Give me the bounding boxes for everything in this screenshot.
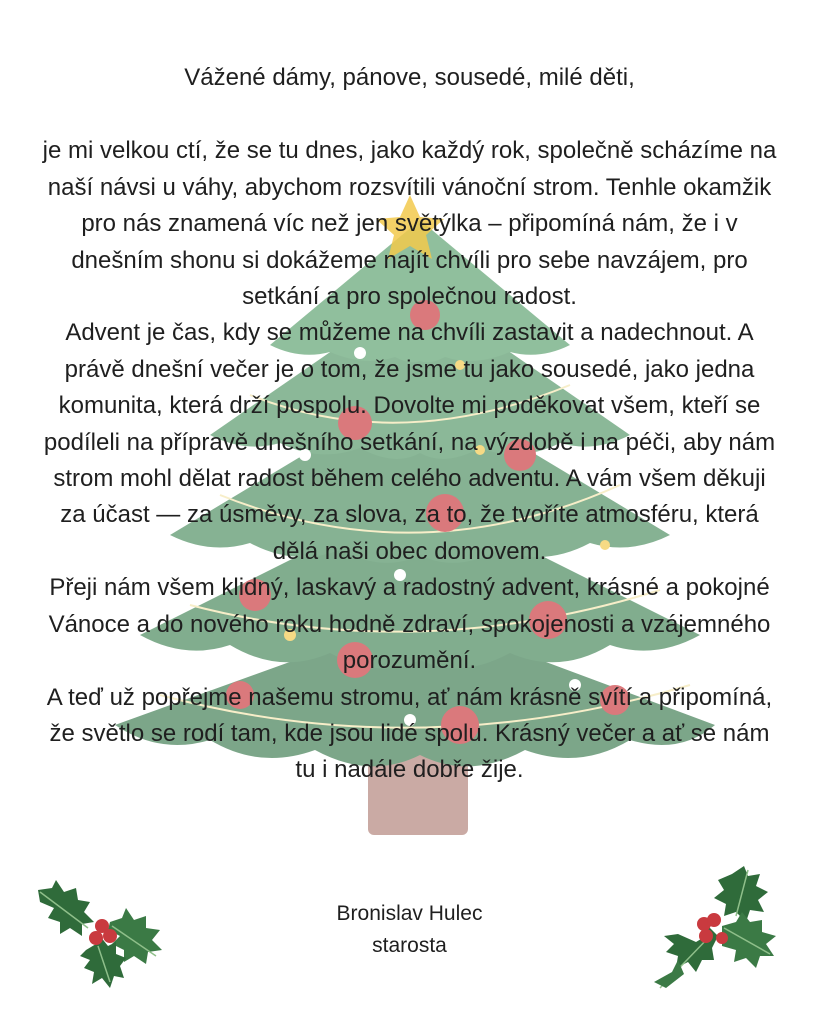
letter-body [40,60,779,789]
signature-name: Bronislav Hulec [336,902,483,925]
letter-paragraph: Advent je čas, kdy se můžeme na chvíli zastavit a nadechnout. A právě dnešní večer je o tom, že jsme tu jako sousedé, jako jedna komunita, která drží pospolu. Dovolte mi poděkovat všem, kteří se podíleli na přípravě dnešního setkání, na výzdobě i na péči, aby nám strom mohl dělat radost během celého adventu. A vám všem děkuji za účast — za úsměvy, za slova, za to, že tvoříte atmosféru, která dělá naši obec domovem. [43,319,776,565]
signature-title: starosta [372,934,447,957]
holly-right-icon [652,864,782,994]
letter-paragraph: Přeji nám všem klidný, laskavý a radostný advent, krásné a pokojné Vánoce a do nového roku hodně zdraví, spokojenosti a vzájemného porozumění. [48,574,771,675]
letter-paragraph: je mi velkou ctí, že se tu dnes, jako každý rok, společně scházíme na naší návsi u váhy, abychom rozsvítili vánoční strom. Tenhle okamžik pro nás znamená víc než jen světýlka – připomíná nám, že i v dnešním shonu si dokážeme najít chvíli pro sebe navzájem, pro setkání a pro společnou radost. [42,137,777,311]
holly-left-icon [30,880,180,1000]
letter-greeting: Vážené dámy, pánove, sousedé, milé děti, [184,64,635,91]
letter-paragraph: A teď už popřejme našemu stromu, ať nám krásně svítí a připomíná, že světlo se rodí tam, kde jsou lidé spolu. Krásný večer a ať se nám tu i nadále dobře žije. [46,683,773,784]
